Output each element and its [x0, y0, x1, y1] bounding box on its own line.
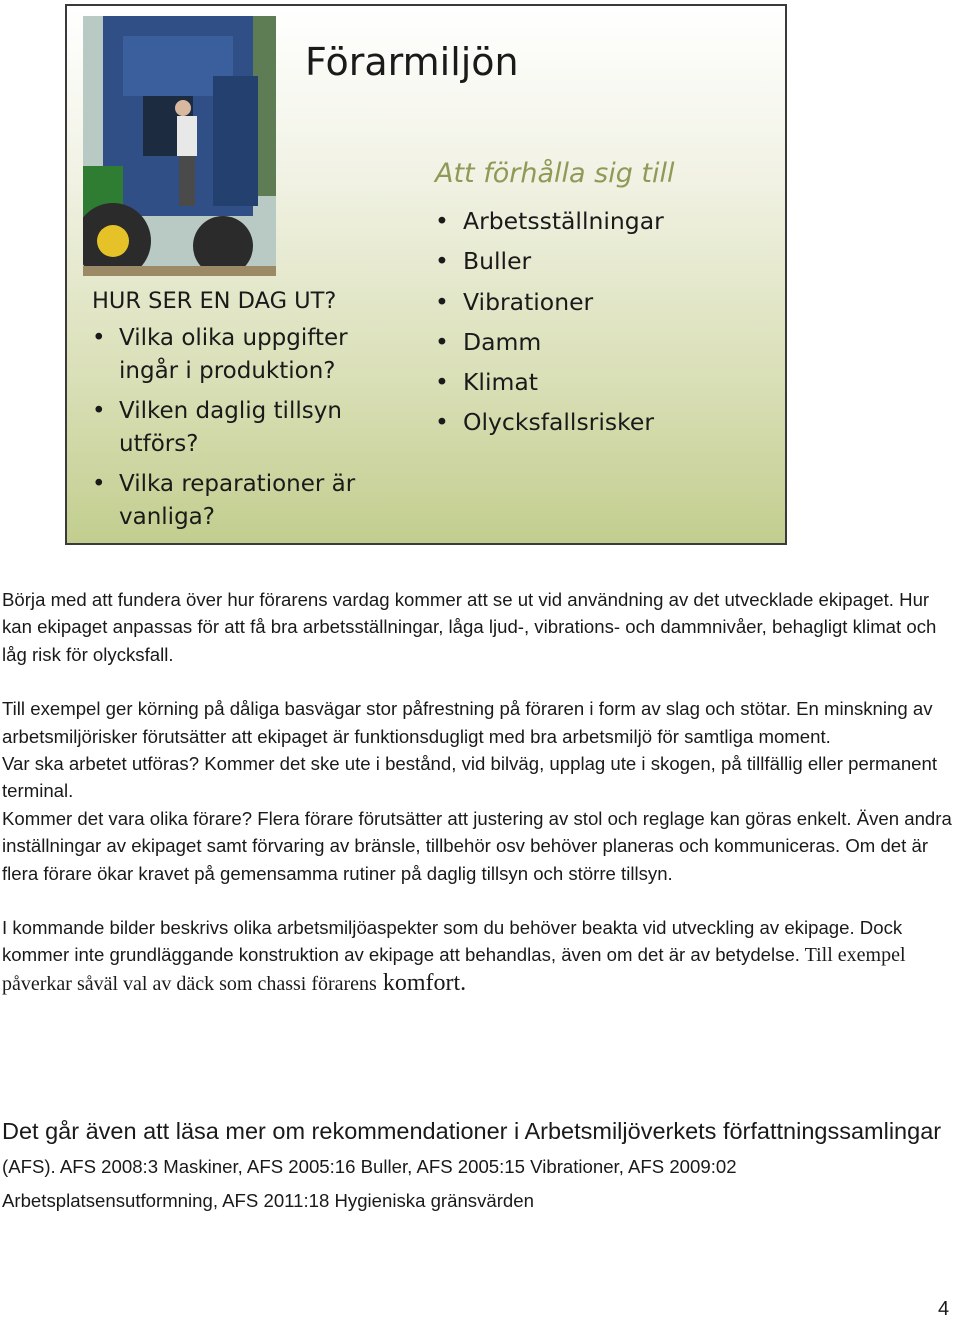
bullet-icon: • [435, 327, 449, 356]
slide-title: Förarmiljön [305, 40, 519, 84]
speaker-notes [2, 586, 952, 998]
bullet-icon: • [435, 408, 449, 437]
notes-paragraph-5: I kommande bilder beskrivs olika arbetsmiljöaspekter som du behöver beakta vid utveckling av ekipage. Dock kommer inte grundläggande konstruktion av ekipage att behandlas, även om det är av betydelse. Till exempel påverkar såväl val av däck som chassi förarens komfort. [2, 917, 906, 996]
bullet-icon: • [435, 207, 449, 235]
list-item: • Damm [435, 322, 664, 362]
notes-paragraph-4: Kommer det vara olika förare? Flera förare förutsätter att justering av stol och reglage kan göras enkelt. Även andra inställningar av ekipaget samt förvaring av bränsle, tillbehör osv behöver planeras och kommuniceras. Om det är flera förare ökar kravet på gemensamma rutiner på daglig tillsyn och större tillsyn. [2, 807, 952, 884]
list-item: • Vilka reparationer är vanliga? [92, 468, 362, 534]
daily-questions [92, 286, 362, 541]
notes-paragraph-2: Till exempel ger körning på dåliga basvägar stor påfrestning på föraren i form av slag och stötar. En minskning av arbetsmiljörisker förutsätter att ekipaget är funktionsdugligt med bra arbetsmiljö för samtliga moment. [2, 698, 933, 747]
bullet-icon: • [92, 471, 106, 497]
list-item: • Olycksfallsrisker [435, 402, 664, 442]
bullet-icon: • [435, 247, 449, 276]
notes-paragraph-1: Börja med att fundera över hur förarens vardag kommer att se ut vid användning av det utvecklade ekipaget. Hur kan ekipaget anpassas för att få bra arbetsställningar, låga ljud-, vibrations- och dammnivåer, behagligt klimat och låg risk för olycksfall. [2, 589, 937, 665]
bullet-icon: • [92, 398, 106, 424]
list-item: • Vilken daglig tillsyn utförs? [92, 395, 362, 461]
list-item: • Arbetsställningar [435, 201, 664, 241]
bullet-icon: • [435, 287, 449, 316]
list-item: • Buller [435, 241, 664, 281]
afs-lead: Det går även att läsa mer om rekommendationer i Arbetsmiljöverkets författningssamlingar (AFS). AFS 2008:3 Maskiner, AFS 2005:16 Buller, AFS 2005:15 Vibrationer, AFS 2009:02 Arbetsplatsensutformning, AFS 2011:18 Hygieniska gränsvärden [2, 1118, 942, 1211]
notes-paragraph-3: Var ska arbetet utföras? Kommer det ske ute i bestånd, vid bilväg, upplag ute i skogen, på tillfällig eller permanent terminal. [2, 753, 938, 802]
list-item: • Vibrationer [435, 282, 664, 322]
forestry-machine-photo [83, 16, 276, 276]
considerations-list [435, 201, 664, 443]
slide [65, 4, 787, 545]
list-item: • Klimat [435, 362, 664, 402]
bullet-icon: • [92, 325, 106, 351]
daily-questions-list [92, 322, 362, 534]
list-item: • Vilka olika uppgifter ingår i produktion? [92, 322, 362, 388]
slide-subheading: Att förhålla sig till [435, 158, 675, 189]
machine-illustration [83, 16, 276, 276]
afs-references [2, 1115, 952, 1215]
daily-questions-heading: HUR SER EN DAG UT? [92, 288, 337, 314]
bullet-icon: • [435, 368, 449, 397]
page-number: 4 [938, 1298, 950, 1320]
